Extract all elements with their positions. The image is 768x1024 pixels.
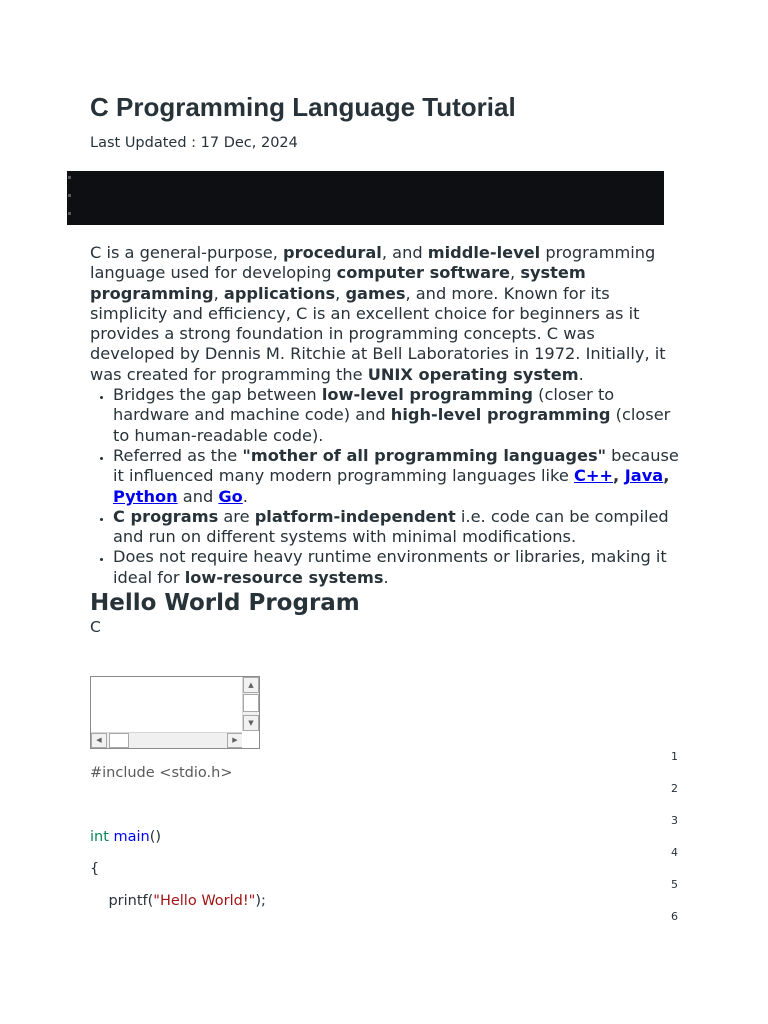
line-number: 2 — [671, 782, 678, 795]
list-item-bold: , — [612, 466, 625, 486]
line-number: 5 — [671, 878, 678, 891]
link-python[interactable]: Python — [113, 486, 178, 506]
line-number: 6 — [671, 910, 678, 923]
list-item-bold: C programs — [113, 506, 219, 526]
vertical-scroll-thumb[interactable] — [243, 694, 259, 712]
intro-bold: procedural — [283, 243, 382, 262]
list-item — [113, 507, 680, 548]
intro-bold: computer software — [336, 263, 511, 283]
code-text: () — [149, 829, 162, 845]
video-control-dot — [68, 212, 71, 215]
horizontal-scroll-thumb[interactable] — [109, 733, 129, 748]
list-item-text: because it influenced many modern programming languages like — [113, 445, 679, 486]
code-text: printf( — [108, 893, 154, 909]
intro-text: , — [510, 263, 521, 283]
last-updated-date: Last Updated : 17 Dec, 2024 — [90, 135, 298, 151]
code-keyword: int — [90, 829, 109, 845]
intro-text: , and more. Known for its simplicity and efficiency, C is an excellent choice for beginners as it provides a strong foundation in programming concepts. C was developed by Dennis M. Ritchie at Bell Laboratories in 1972. Initially, it was created for programming the — [90, 283, 666, 384]
line-number: 1 — [671, 750, 678, 763]
scrollbar-corner — [242, 731, 259, 748]
intro-paragraph — [90, 243, 680, 385]
code-line — [90, 828, 161, 846]
list-item — [113, 385, 680, 446]
code-function: main — [113, 829, 150, 845]
intro-text: programming language used for developing — [90, 243, 656, 283]
code-line: #include <stdio.h> — [90, 765, 233, 781]
scroll-up-arrow-icon[interactable]: ▲ — [243, 677, 259, 693]
list-item-text: . — [383, 567, 389, 587]
intro-text: , — [335, 283, 346, 303]
intro-bold: system programming — [90, 263, 586, 303]
intro-text: C is a general-purpose, — [90, 243, 284, 262]
article-body — [90, 243, 680, 636]
line-number: 4 — [671, 846, 678, 859]
list-item-bold: high-level programming — [390, 405, 611, 425]
code-line: { — [90, 861, 100, 877]
link-cpp[interactable]: C++ — [573, 466, 613, 486]
intro-text: , — [213, 283, 224, 303]
intro-bold: games — [345, 283, 406, 303]
section-heading: Hello World Program — [90, 590, 360, 617]
list-item-text: . — [242, 486, 248, 506]
list-item-text: are — [218, 506, 255, 526]
video-player[interactable] — [67, 171, 664, 225]
link-go[interactable]: Go — [218, 486, 243, 506]
feature-list — [90, 385, 680, 588]
list-item-text: i.e. code can be compiled and run on different systems with minimal modifications. — [113, 506, 669, 547]
intro-bold: middle-level — [427, 243, 541, 262]
page-title: C Programming Language Tutorial — [90, 92, 516, 122]
link-java[interactable]: Java — [624, 466, 664, 486]
list-item-bold: "mother of all programming languages" — [242, 445, 607, 465]
vertical-scrollbar[interactable] — [242, 677, 259, 733]
intro-text: . — [578, 364, 584, 384]
intro-bold: UNIX operating system — [367, 364, 579, 384]
list-item-bold: , — [663, 466, 670, 486]
list-item-text: (closer to hardware and machine code) and — [113, 385, 615, 425]
list-item-text: (closer to human-readable code). — [113, 405, 671, 445]
list-item-bold: low-resource systems — [184, 567, 384, 587]
code-indent — [90, 893, 108, 909]
list-item-text: Bridges the gap between — [113, 385, 322, 405]
list-item-text: Referred as the — [113, 445, 243, 465]
list-item-bold: platform-independent — [254, 506, 456, 526]
line-number: 3 — [671, 814, 678, 827]
list-item — [113, 446, 680, 507]
code-language-tab[interactable]: C — [90, 618, 101, 637]
scroll-left-arrow-icon[interactable]: ◀ — [91, 733, 107, 748]
video-control-dot — [68, 176, 71, 179]
list-item-bold: low-level programming — [321, 385, 533, 405]
intro-text: , and — [381, 243, 428, 262]
list-item-text: and — [177, 486, 219, 506]
code-line — [90, 892, 266, 910]
code-string: "Hello World!" — [153, 893, 256, 909]
list-item — [113, 547, 680, 588]
list-item-text: Does not require heavy runtime environments or libraries, making it ideal for — [113, 547, 667, 587]
code-text: ); — [255, 893, 266, 909]
intro-bold: applications — [223, 283, 336, 303]
scroll-right-arrow-icon[interactable]: ▶ — [227, 733, 243, 748]
video-control-dot — [68, 194, 71, 197]
code-scroll-box[interactable] — [90, 676, 260, 749]
horizontal-scrollbar[interactable] — [91, 732, 243, 748]
scroll-down-arrow-icon[interactable]: ▼ — [243, 715, 259, 731]
